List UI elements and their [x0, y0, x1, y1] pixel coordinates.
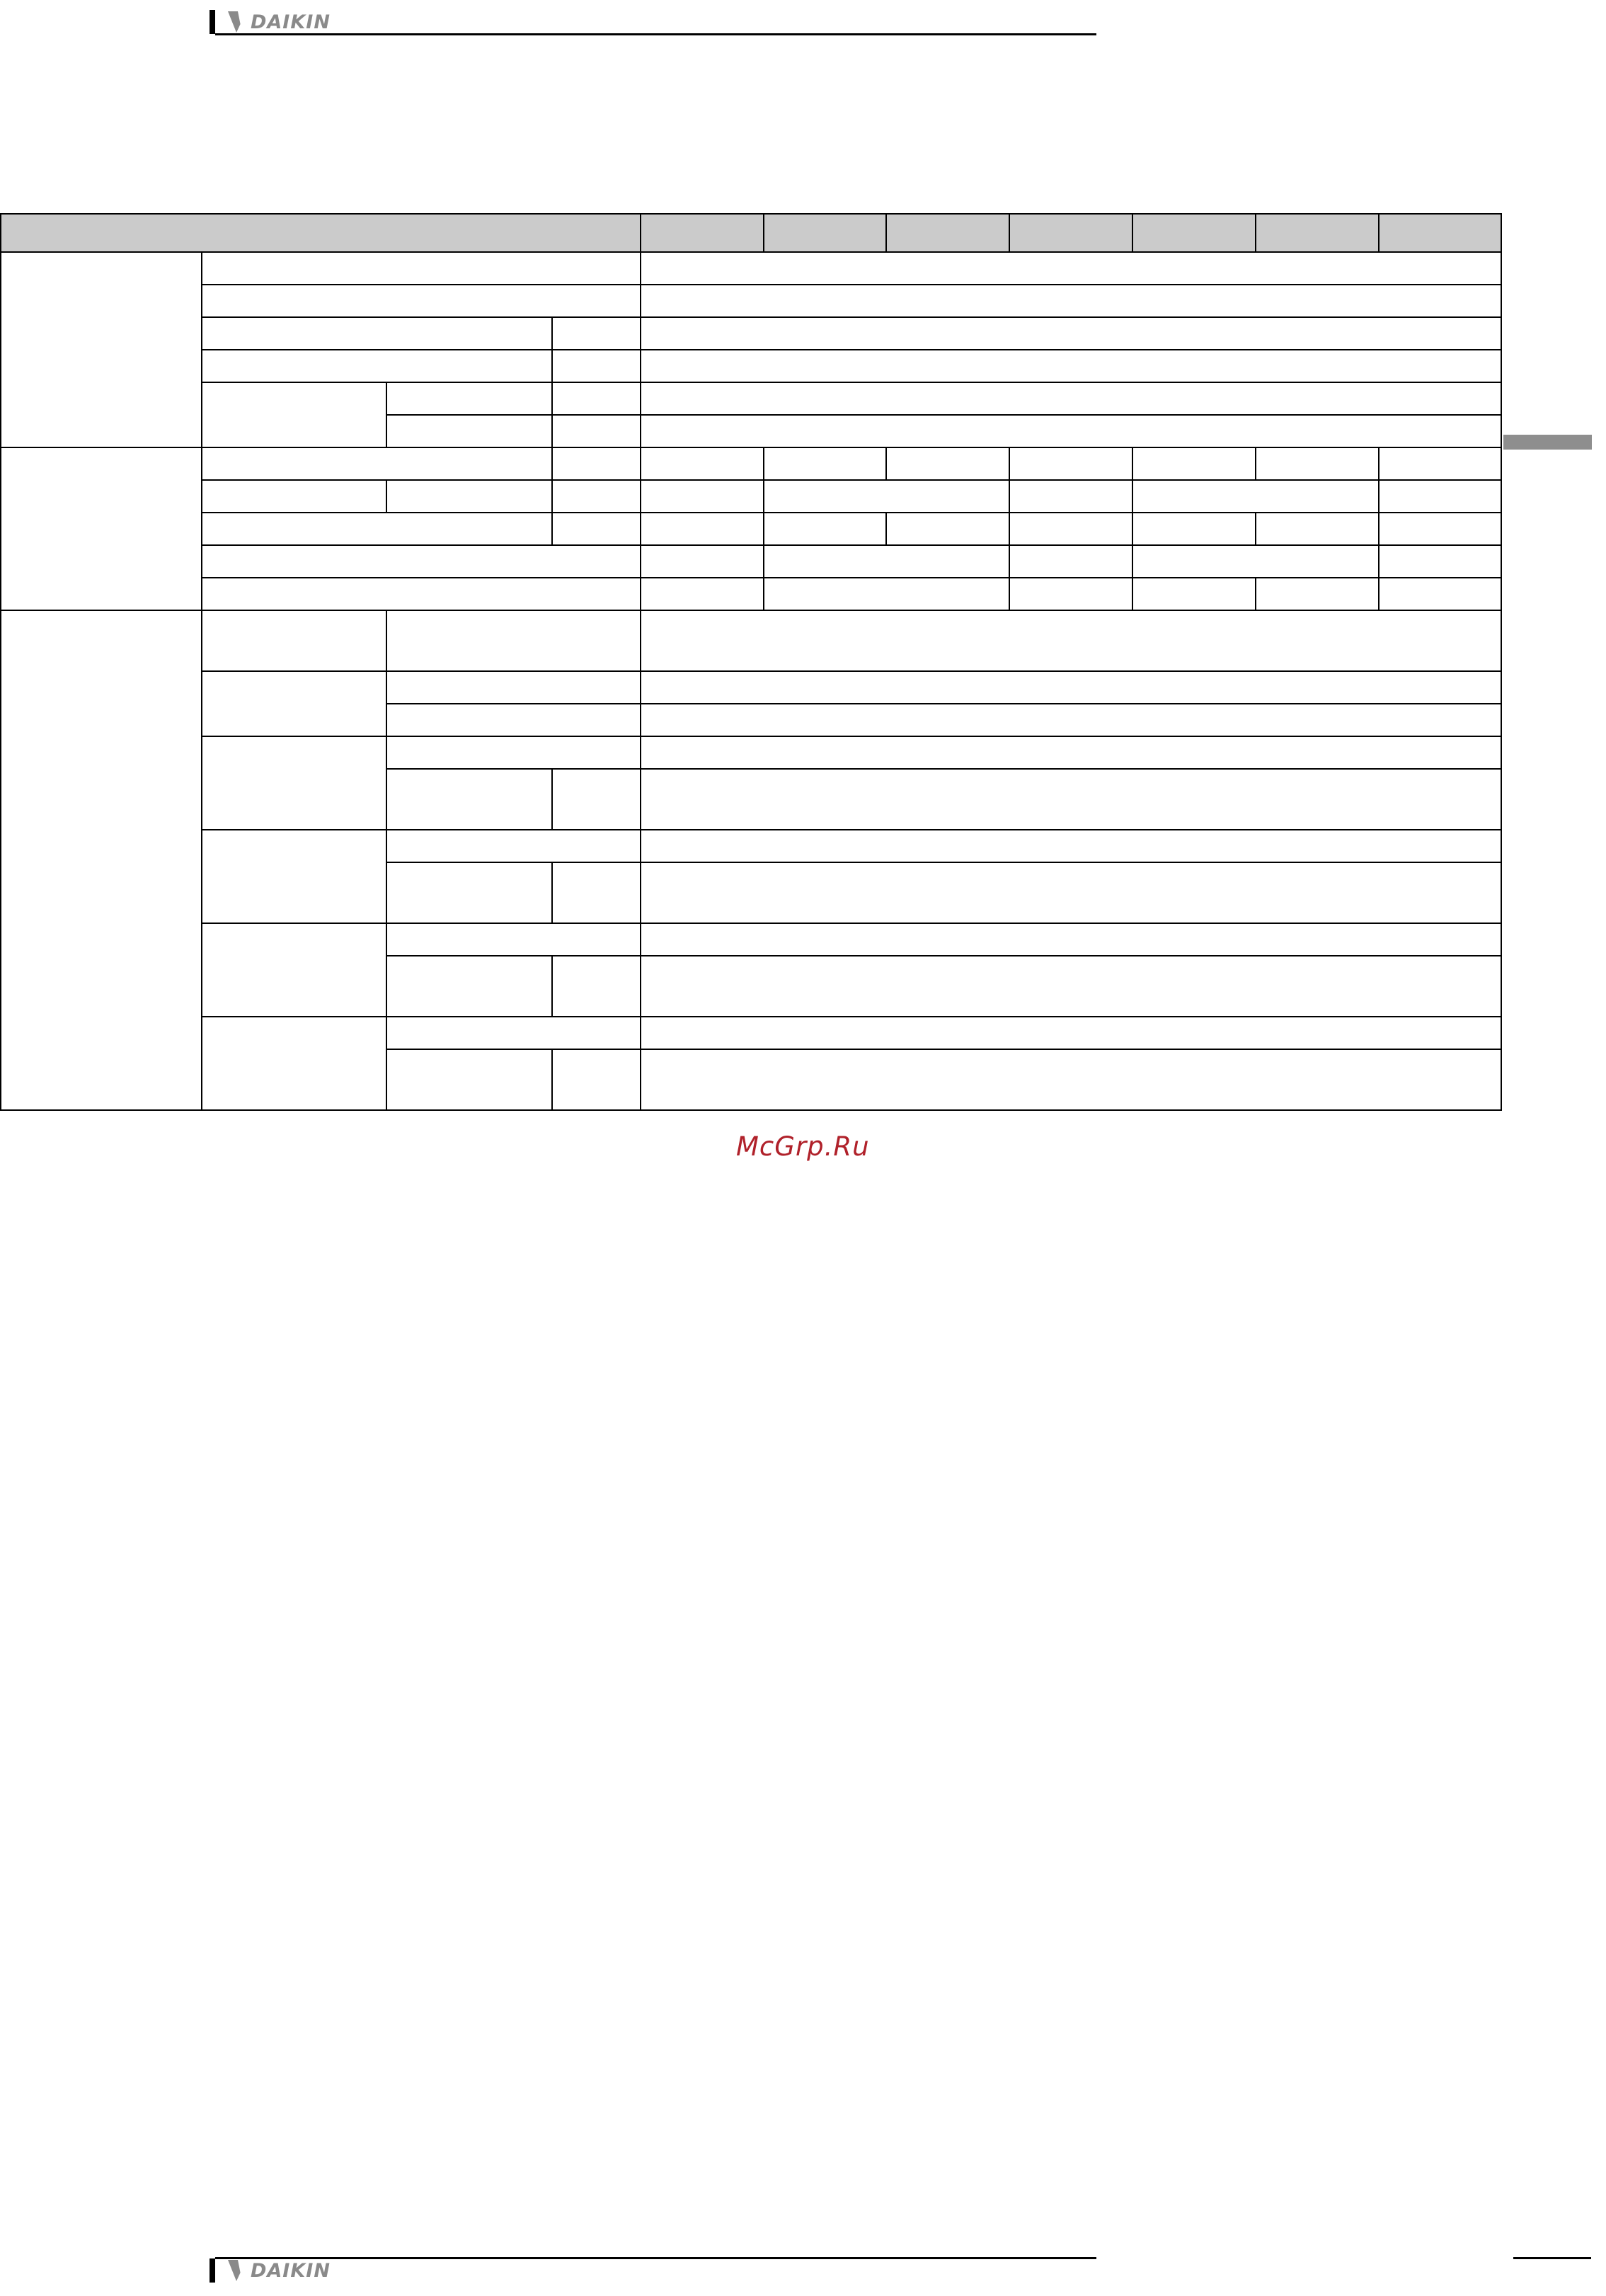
value-cell [1256, 513, 1379, 545]
table-row [1, 252, 1501, 285]
value-cell [1132, 447, 1256, 480]
table-cell [202, 480, 386, 513]
header-rule [215, 33, 1096, 35]
value-cell [764, 513, 886, 545]
table-cell [641, 769, 1501, 830]
table-cell [386, 1049, 552, 1110]
table-row [1, 578, 1501, 610]
table-row [1, 830, 1501, 862]
footer-right-rule [1513, 2257, 1591, 2259]
table-row [1, 610, 1501, 671]
table-cell [386, 415, 552, 447]
table-cell [202, 830, 386, 923]
value-cell [641, 447, 764, 480]
table-cell [641, 923, 1501, 956]
value-cell [1009, 480, 1132, 513]
table-cell [641, 736, 1501, 769]
value-cell [764, 545, 1009, 578]
table-cell [386, 671, 641, 704]
table-cell [641, 704, 1501, 736]
table-cell [641, 382, 1501, 415]
table-cell [641, 350, 1501, 382]
header-cell [1009, 214, 1132, 252]
header-cell [1256, 214, 1379, 252]
table-row [1, 513, 1501, 545]
table-cell [641, 1017, 1501, 1049]
table-cell [202, 578, 641, 610]
table-row [1, 545, 1501, 578]
value-cell [886, 447, 1009, 480]
header-cell [886, 214, 1009, 252]
footer-rule [215, 2257, 1096, 2259]
table-cell [641, 862, 1501, 923]
spec-table [0, 213, 1502, 1111]
value-cell [1379, 480, 1501, 513]
unit-cell [552, 513, 641, 545]
header-brand-text: DAIKIN [251, 11, 331, 33]
header-cell [1, 214, 641, 252]
unit-cell [552, 862, 641, 923]
table-cell [202, 350, 552, 382]
table-cell [641, 317, 1501, 350]
table-row [1, 285, 1501, 317]
unit-cell [552, 956, 641, 1017]
table-cell [641, 285, 1501, 317]
value-cell [1379, 545, 1501, 578]
section-cell [1, 252, 202, 447]
unit-cell [552, 415, 641, 447]
value-cell [1379, 578, 1501, 610]
table-cell [386, 610, 641, 671]
header-cell [1379, 214, 1501, 252]
footer-black-marker [210, 2258, 215, 2283]
value-cell [1009, 578, 1132, 610]
table-row [1, 671, 1501, 704]
watermark-text: McGrp.Ru [736, 1131, 870, 1162]
table-cell [641, 610, 1501, 671]
table-cell [202, 671, 386, 736]
table-row [1, 317, 1501, 350]
table-cell [202, 317, 552, 350]
value-cell [764, 578, 1009, 610]
section-tab-marker [1503, 435, 1592, 450]
table-cell [386, 923, 641, 956]
table-cell [386, 830, 641, 862]
value-cell [1132, 545, 1379, 578]
table-cell [386, 1017, 641, 1049]
header-cell [641, 214, 764, 252]
table-row [1, 447, 1501, 480]
table-cell [641, 1049, 1501, 1110]
table-cell [386, 704, 641, 736]
value-cell [1009, 447, 1132, 480]
table-row [1, 736, 1501, 769]
table-cell [202, 736, 386, 830]
section-cell [1, 610, 202, 1110]
unit-cell [552, 1049, 641, 1110]
value-cell [641, 578, 764, 610]
value-cell [1009, 513, 1132, 545]
table-row [1, 382, 1501, 415]
unit-cell [552, 350, 641, 382]
value-cell [1379, 447, 1501, 480]
table-cell [202, 923, 386, 1017]
header-black-marker [210, 10, 215, 34]
table-row [1, 350, 1501, 382]
table-cell [386, 862, 552, 923]
value-cell [1132, 578, 1256, 610]
value-cell [886, 513, 1009, 545]
value-cell [641, 480, 764, 513]
value-cell [764, 447, 886, 480]
table-header-row [1, 214, 1501, 252]
table-cell [386, 956, 552, 1017]
table-cell [202, 1017, 386, 1110]
table-cell [202, 545, 641, 578]
table-cell [641, 671, 1501, 704]
value-cell [1379, 513, 1501, 545]
section-cell [1, 447, 202, 610]
value-cell [1009, 545, 1132, 578]
table-cell [202, 382, 386, 447]
value-cell [1256, 578, 1379, 610]
table-cell [641, 956, 1501, 1017]
table-cell [386, 382, 552, 415]
table-cell [641, 415, 1501, 447]
table-cell [202, 447, 552, 480]
value-cell [764, 480, 1009, 513]
table-row [1, 1017, 1501, 1049]
header-cell [764, 214, 886, 252]
table-cell [386, 480, 552, 513]
table-cell [202, 285, 641, 317]
table-cell [202, 252, 641, 285]
table-cell [386, 736, 641, 769]
value-cell [1256, 447, 1379, 480]
unit-cell [552, 447, 641, 480]
value-cell [641, 513, 764, 545]
value-cell [641, 545, 764, 578]
table-cell [641, 830, 1501, 862]
table-row [1, 480, 1501, 513]
unit-cell [552, 317, 641, 350]
unit-cell [552, 382, 641, 415]
footer-brand-text: DAIKIN [251, 2260, 331, 2282]
unit-cell [552, 480, 641, 513]
value-cell [1132, 480, 1379, 513]
table-cell [202, 610, 386, 671]
table-row [1, 923, 1501, 956]
table-cell [202, 513, 552, 545]
table-cell [641, 252, 1501, 285]
header-cell [1132, 214, 1256, 252]
value-cell [1132, 513, 1256, 545]
table-cell [386, 769, 552, 830]
unit-cell [552, 769, 641, 830]
